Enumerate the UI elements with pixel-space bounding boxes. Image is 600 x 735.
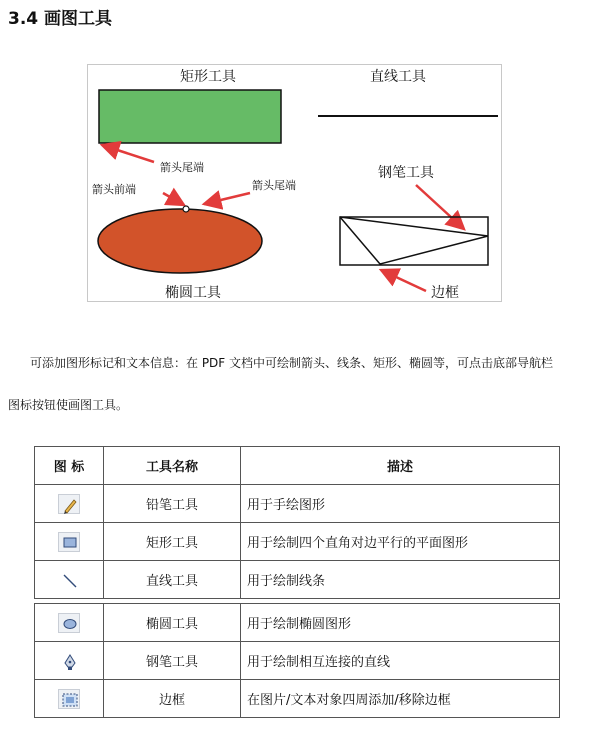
demo-arrow-node [183, 206, 189, 212]
label-border: 边框 [431, 285, 459, 301]
label-line-tool: 直线工具 [370, 69, 426, 85]
description-line-2: 图标按钮使画图工具。 [8, 398, 129, 412]
drawing-tools-figure [87, 64, 502, 302]
rectangle-icon [58, 532, 80, 552]
section-title: 3.4 画图工具 [8, 9, 113, 29]
table-row [35, 604, 560, 642]
pencil-icon [58, 494, 80, 514]
table-row [35, 523, 560, 561]
tool-name: 铅笔工具 [104, 485, 241, 523]
table-row [35, 485, 560, 523]
label-arrow-tail-2: 箭头尾端 [252, 179, 296, 192]
label-rectangle-tool: 矩形工具 [180, 69, 236, 85]
label-pen-tool: 钢笔工具 [378, 165, 434, 181]
label-ellipse-tool: 椭圆工具 [165, 285, 221, 301]
tool-description: 在图片/文本对象四周添加/移除边框 [241, 680, 560, 718]
arrow-to-pen-shape [416, 185, 464, 229]
label-arrow-head: 箭头前端 [92, 183, 136, 196]
tool-description: 用于绘制线条 [241, 561, 560, 599]
tool-name: 边框 [104, 680, 241, 718]
tool-description: 用于绘制相互连接的直线 [241, 642, 560, 680]
demo-pen-path [340, 217, 488, 264]
table-row [35, 561, 560, 599]
table-header-row [35, 447, 560, 485]
line-icon [58, 570, 80, 590]
arrow-to-border [381, 270, 426, 291]
tool-name: 矩形工具 [104, 523, 241, 561]
demo-rectangle [99, 90, 281, 143]
tool-description: 用于绘制椭圆图形 [241, 604, 560, 642]
header-icon: 图 标 [35, 447, 104, 485]
figure-canvas [88, 65, 503, 303]
border-icon [58, 689, 80, 709]
label-arrow-tail-1: 箭头尾端 [160, 161, 204, 174]
tool-description: 用于绘制四个直角对边平行的平面图形 [241, 523, 560, 561]
ellipse-icon [58, 613, 80, 633]
arrow-to-head [163, 193, 184, 205]
tool-description: 用于手绘图形 [241, 485, 560, 523]
header-description: 描述 [241, 447, 560, 485]
header-tool-name: 工具名称 [104, 447, 241, 485]
drawing-tools-table [34, 446, 560, 718]
tool-name: 椭圆工具 [104, 604, 241, 642]
table-row [35, 680, 560, 718]
arrow-to-tail [204, 193, 250, 204]
demo-ellipse [98, 209, 262, 273]
table-row [35, 642, 560, 680]
description-line-1: 可添加图形标记和文本信息：在 PDF 文档中可绘制箭头、线条、矩形、椭圆等，可点击底部导航栏 [30, 356, 554, 370]
tool-name: 钢笔工具 [104, 642, 241, 680]
arrow-to-rect-corner [102, 145, 154, 162]
tool-name: 直线工具 [104, 561, 241, 599]
pen-icon [58, 651, 80, 671]
